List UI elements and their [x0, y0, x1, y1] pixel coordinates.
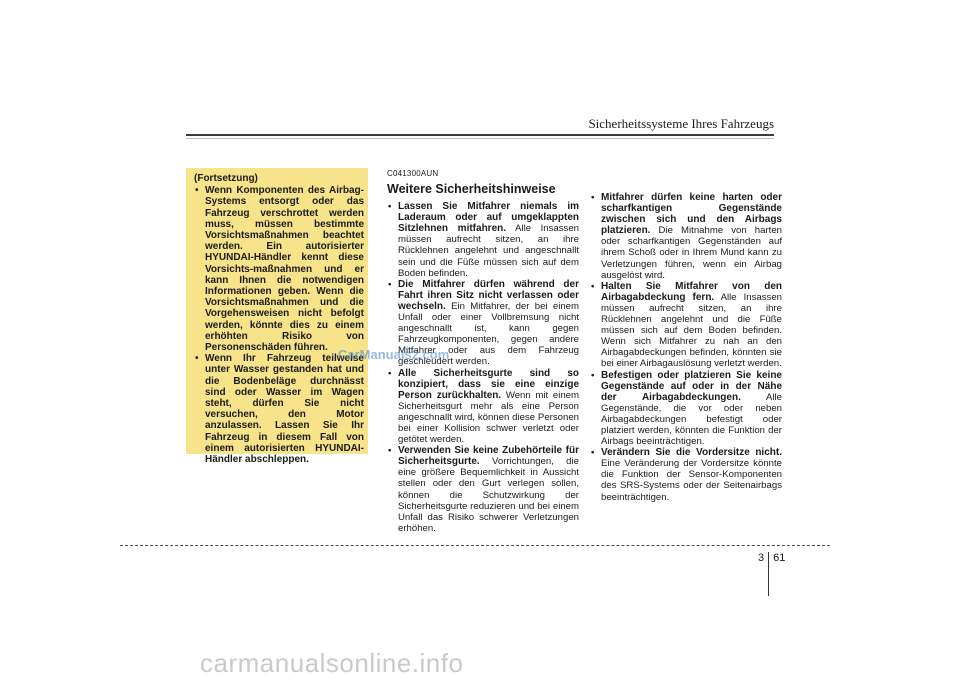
note-title: (Fortsetzung): [194, 173, 258, 184]
list-item-bold: Die Mitfahrer dürfen während der Fahrt ihren Sitz nicht verlassen oder wechseln.: [398, 278, 579, 312]
page-index: 61: [773, 552, 786, 564]
running-header-title: Sicherheitssysteme Ihres Fahrzeugs: [588, 116, 774, 131]
site-watermark: carmanualsonline.info: [200, 648, 464, 678]
note-item: • Wenn Komponenten des Airbag-Systems entsorgt oder das Fahrzeug verschrottet werden muss, müssen bestimmte Vorsichtsmaßnahmen beachtet werden. Ein autorisierter HYUNDAI-Händler kennt diese Vorsichts-maßnahmen und er kann Ihnen die notwendigen Informationen geben. Wenn die Vorsichtsmaßnahmen und die Vorgehensweisen nicht befolgt werden, könnte dies zu einem erhöhten Risiko von Personenschäden führen.: [194, 185, 364, 353]
footer-dashed-rule: [120, 545, 830, 546]
safety-list-right: [590, 192, 782, 503]
list-item-text: Alle Gegenstände, die vor oder neben Airbagabdeckungen befestigt oder platziert werden, könnten die Funktion der Airbags beeinträchtigen.: [601, 391, 783, 448]
list-item: [387, 368, 579, 446]
overlay-watermark: CarManuals2.com: [338, 347, 450, 362]
list-item-bold: Alle Sicherheitsgurte sind so konzipiert, dass sie eine einzige Person zurückhalten.: [398, 367, 579, 401]
list-item: [590, 370, 782, 448]
continued-note-box: [186, 168, 368, 466]
list-item: [590, 447, 782, 502]
list-item-text: Vorrichtungen, die eine größere Bequemlichkeit in Aussicht stellen oder den Gurt verlegen sollen, können die Schutzwirkung der Sicherheitsgurte reduzieren und bei einem Unfall das Risiko schwerer Verletzungen erhöhen.: [398, 456, 579, 534]
list-item: [590, 192, 782, 281]
list-item: [590, 281, 782, 370]
page-separator: [768, 552, 769, 596]
list-item-bold: Verändern Sie die Vordersitze nicht.: [601, 447, 782, 459]
page-number: [758, 552, 785, 596]
list-item-text: Ein Mitfahrer, der bei einem Unfall oder einer Vollbremsung nicht angeschnallt ist, kann gegen Fahrzeugkomponenten, gegen andere Mitfahrer oder aus dem Fahrzeug geschleudert werden.: [398, 300, 579, 368]
text-column-right: [590, 168, 782, 503]
list-item-bold: Befestigen oder platzieren Sie keine Gegenstände auf oder in der Nähe der Airbagabdeckungen.: [601, 369, 782, 403]
list-item-bold: Verwenden Sie keine Zubehörteile für Sicherheitsgurte.: [398, 445, 579, 468]
list-item-text: Alle Insassen müssen aufrecht sitzen, an ihre Rücklehnen angelehnt und angeschnallt sein und die Füße müssen sich auf dem Boden befinden.: [398, 223, 579, 279]
section-title: Weitere Sicherheitshinweise: [387, 182, 556, 197]
list-item: [387, 201, 579, 279]
header-rule: [186, 134, 774, 136]
list-item-text: Die Mitnahme von harten oder scharfkantigen Gegenständen auf ihrem Schoß oder in Ihrem Mund kann zu Verletzungen führen, wenn ein Airbag ausgelöst wird.: [601, 225, 782, 281]
chapter-number: 3: [758, 552, 765, 564]
note-item: • Wenn Ihr Fahrzeug teilweise unter Wasser gestanden hat und die Bodenbeläge durchnässt sind oder Wasser im Wagen steht, dürfen Sie nicht versuchen, den Motor anzulassen. Lassen Sie Ihr Fahrzeug in diesem Fall von einem autorisierten HYUNDAI-Händler abschleppen.: [194, 353, 364, 465]
list-item-bold: Mitfahrer dürfen keine harten oder scharfkantigen Gegenstände zwischen sich und den Airbags platzieren.: [601, 192, 782, 237]
list-item-bold: Lassen Sie Mitfahrer niemals im Laderaum oder auf umgeklappten Sitzlehnen mitfahren.: [398, 201, 579, 235]
list-item-text: Eine Veränderung der Vordersitze könnte die Funktion der Sensor-Komponenten des SRS-Systems oder der Seitenairbags beeinträchtigen.: [601, 458, 782, 503]
note-list: [194, 185, 364, 465]
section-code: C041300AUN: [387, 169, 439, 178]
header-rule-secondary: [186, 138, 774, 139]
list-item-text: Alle Insassen müssen aufrecht sitzen, an ihre Rücklehnen angelehnt und die Füße müssen sich auf dem Boden befinden. Wenn sich Mitfahrer zu nah an den Airbagabdeckungen befinden, könnten sie bei einer Airbagauslösung verletzt werden.: [601, 291, 782, 370]
list-item: [387, 445, 579, 534]
list-item-text: Wenn mit einem Sicherheitsgurt mehr als eine Person angeschnallt wird, können diese Personen bei einer Kollision schwer verletzt oder getötet werden.: [398, 389, 579, 446]
safety-list-left: [387, 201, 579, 534]
list-item-bold: Halten Sie Mitfahrer von den Airbagabdeckung fern.: [601, 280, 782, 303]
